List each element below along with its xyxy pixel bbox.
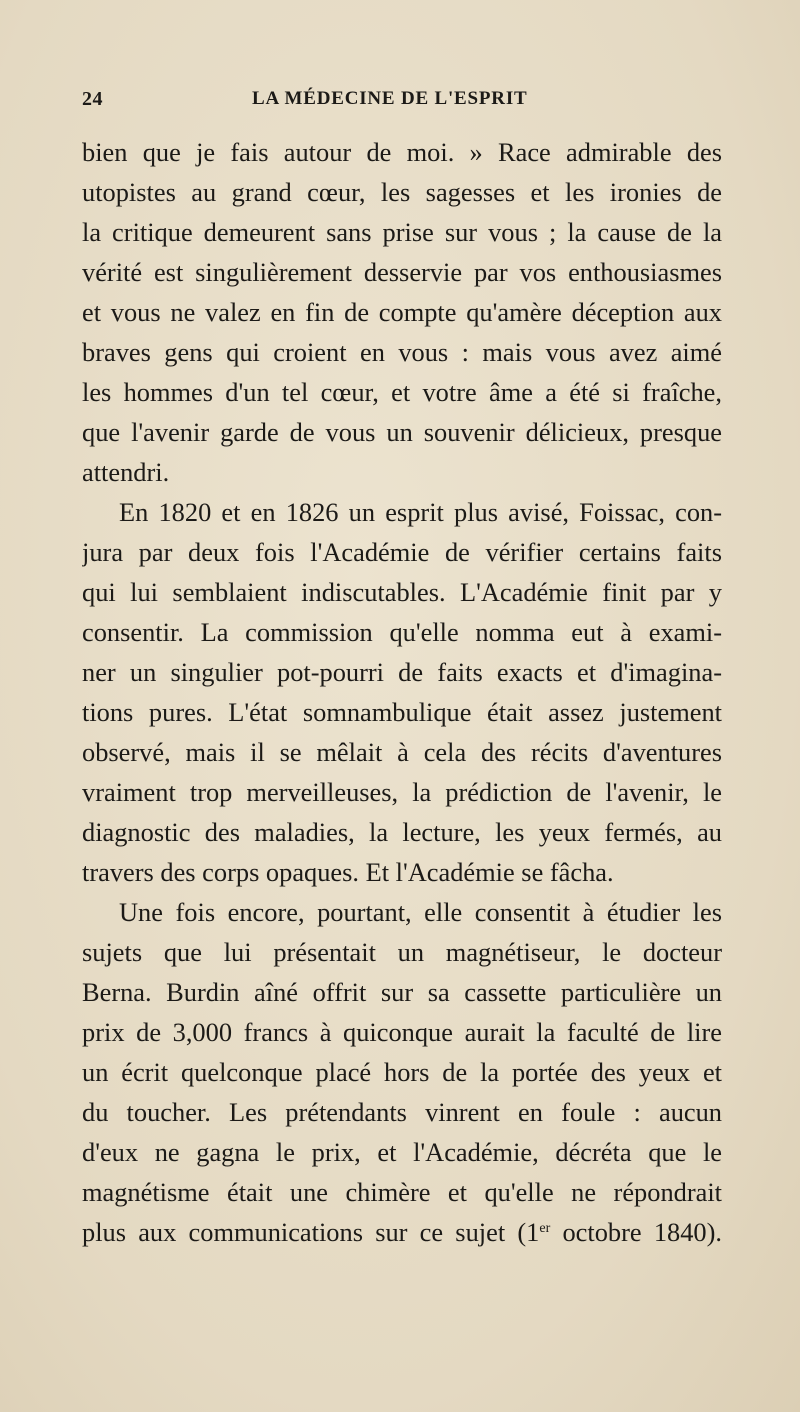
text-line: jura par deux fois l'Académie de vérifier certains faits [82,537,722,567]
text-line: les hommes d'un tel cœur, et votre âme a été si fraîche, [82,377,722,407]
text-line: consentir. La commission qu'elle nomma eut à exami- [82,617,722,647]
final-line-end: octobre 1840). [550,1217,722,1247]
text-line: vérité est singulièrement desservie par vos enthousiasmes [82,257,722,287]
text-line: que l'avenir garde de vous un souvenir délicieux, presque [82,417,722,447]
text-line: et vous ne valez en fin de compte qu'amère déception aux [82,297,722,327]
text-line: utopistes au grand cœur, les sagesses et les ironies de [82,177,722,207]
text-line: magnétisme était une chimère et qu'elle ne répondrait [82,1177,722,1207]
text-line: observé, mais il se mêlait à cela des récits d'aventures [82,737,722,767]
paragraph-3 [82,892,722,1252]
text-line: Une fois encore, pourtant, elle consentit à étudier les [119,897,722,927]
page-header [82,88,722,116]
text-line: En 1820 et en 1826 un esprit plus avisé, Foissac, con- [119,497,722,527]
paragraph-2 [82,492,722,892]
text-line: la critique demeurent sans prise sur vous ; la cause de la [82,217,722,247]
text-line: attendri. [82,457,170,487]
text-line: travers des corps opaques. Et l'Académie se fâcha. [82,857,614,887]
text-line: un écrit quelconque placé hors de la portée des yeux et [82,1057,722,1087]
page-number: 24 [82,88,103,110]
text-line: ner un singulier pot-pourri de faits exacts et d'imagina- [82,657,722,687]
text-line: tions pures. L'état somnambulique était assez justement [82,697,722,727]
final-text-line [82,1212,722,1252]
running-title: LA MÉDECINE DE L'ESPRIT [252,88,528,109]
text-line: qui lui semblaient indiscutables. L'Académie finit par y [82,577,722,607]
body-text [82,132,722,1252]
text-line: bien que je fais autour de moi. » Race admirable des [82,137,722,167]
text-line: Berna. Burdin aîné offrit sur sa cassette particulière un [82,977,722,1007]
text-line: sujets que lui présentait un magnétiseur, le docteur [82,937,722,967]
text-line: diagnostic des maladies, la lecture, les yeux fermés, au [82,817,722,847]
text-line: du toucher. Les prétendants vinrent en foule : aucun [82,1097,722,1127]
text-line: vraiment trop merveilleuses, la prédiction de l'avenir, le [82,777,722,807]
paragraph-1 [82,132,722,492]
text-line: d'eux ne gagna le prix, et l'Académie, décréta que le [82,1137,722,1167]
text-line: braves gens qui croient en vous : mais vous avez aimé [82,337,722,367]
final-line-start: plus aux communications sur ce sujet (1 [82,1217,540,1247]
text-line: prix de 3,000 francs à quiconque aurait la faculté de lire [82,1017,722,1047]
ordinal-superscript: er [539,1221,551,1236]
